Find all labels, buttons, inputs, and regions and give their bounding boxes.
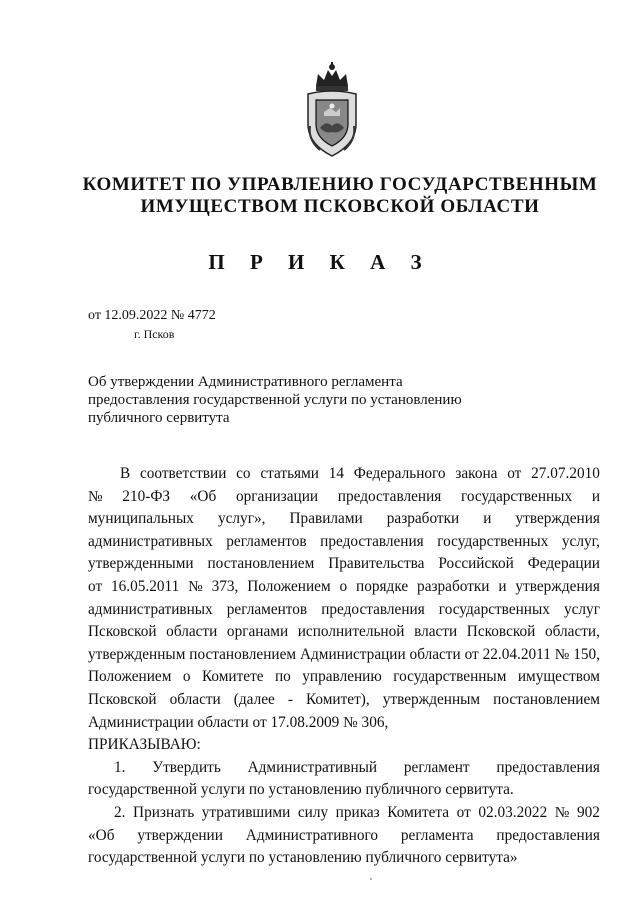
- word: области,: [544, 623, 600, 641]
- word: Комитет),: [305, 690, 370, 708]
- word: Российской: [438, 555, 514, 573]
- text-line: [88, 599, 600, 622]
- word: №: [554, 803, 570, 821]
- word: (далее: [233, 690, 275, 708]
- word: Комитета: [387, 803, 450, 821]
- word: муниципальных: [88, 510, 194, 528]
- word: предоставления: [337, 487, 442, 505]
- word: 16.05.2011: [111, 577, 180, 595]
- word: организации: [235, 487, 319, 505]
- subject-line-1: Об утверждении Административного регламента: [88, 374, 403, 390]
- pskov-coat-of-arms-icon: [302, 62, 362, 160]
- word: государственным: [393, 668, 507, 686]
- word: 902: [576, 803, 600, 821]
- word: и: [591, 487, 600, 505]
- word: Псковской: [466, 623, 536, 641]
- word: от: [456, 803, 471, 821]
- text-line: [88, 621, 600, 644]
- word: Положением: [247, 577, 331, 595]
- order-date-number: от 12.09.2022 № 4772: [88, 308, 216, 323]
- preamble-paragraph: [88, 463, 600, 734]
- word: регламентов: [226, 532, 307, 550]
- word: 373,: [211, 577, 239, 595]
- document-type: П Р И К А З: [208, 250, 432, 274]
- subject-line-3: публичного сервитута: [88, 410, 230, 426]
- word: утверждения: [515, 577, 600, 595]
- word: исполнительной: [297, 623, 405, 641]
- word: утвержденным: [88, 645, 186, 663]
- word: закона: [455, 465, 498, 482]
- text-line: [88, 644, 600, 667]
- word: Правительства: [328, 555, 425, 573]
- word: постановлением: [189, 645, 297, 663]
- text-line: [88, 689, 600, 712]
- word: Федерального: [353, 465, 446, 482]
- text-line: [88, 531, 600, 554]
- word: постановлением: [493, 690, 600, 708]
- org-title-line-2: ИМУЩЕСТВОМ ПСКОВСКОЙ ОБЛАСТИ: [140, 196, 540, 217]
- word: административных: [88, 600, 213, 618]
- order-body: [88, 463, 600, 870]
- word: 27.07.2010: [531, 465, 600, 482]
- word: статьями: [260, 465, 319, 482]
- word: государственных: [461, 487, 573, 505]
- word: предоставления: [320, 532, 424, 550]
- word: от: [88, 577, 103, 595]
- word: Федерации: [527, 555, 600, 573]
- word: власти: [414, 623, 458, 641]
- word: утверждении: [137, 826, 223, 844]
- word: №: [88, 487, 103, 505]
- word: Псковской: [88, 690, 157, 708]
- word: 22.04.2011: [482, 645, 551, 663]
- subject-line-2: предоставления государственной услуги по установлению: [88, 392, 462, 408]
- word: предоставления: [321, 600, 425, 618]
- word: приказ: [335, 803, 380, 821]
- word: от: [507, 465, 522, 482]
- text-line: [88, 463, 600, 486]
- order-subject: [88, 373, 518, 427]
- word: 14: [328, 465, 345, 482]
- word: регламента: [400, 826, 474, 844]
- word: от: [464, 645, 479, 663]
- word: услуг,: [561, 532, 600, 550]
- word: постановлением: [207, 555, 315, 573]
- word: силу: [297, 803, 329, 821]
- word: разработки: [386, 510, 460, 528]
- word: Утвердить: [152, 758, 221, 776]
- word: со: [236, 465, 251, 482]
- word: 150,: [573, 645, 600, 663]
- word: управлению: [302, 668, 382, 686]
- word: Комитете: [201, 668, 264, 686]
- word: и: [498, 577, 507, 595]
- word: №: [188, 577, 203, 595]
- word: и: [483, 510, 492, 528]
- word: В: [120, 465, 131, 482]
- word: -: [287, 690, 293, 708]
- word: области: [169, 690, 221, 708]
- word: соответствии: [139, 465, 227, 482]
- word: Административного: [245, 826, 379, 844]
- word: услуг»,: [217, 510, 266, 528]
- word: утверждения: [515, 510, 600, 528]
- word: имуществом: [517, 668, 600, 686]
- word: разработки: [417, 577, 490, 595]
- word: Административный: [247, 758, 378, 776]
- text-line: [88, 666, 600, 689]
- text-line: государственной услуги по установлению публичного сервитута»: [88, 849, 518, 867]
- organization-title: [60, 174, 620, 218]
- text-line: [88, 757, 600, 780]
- word: предоставления: [496, 758, 600, 776]
- word: регламент: [403, 758, 470, 776]
- text-line: Администрации области от 17.08.2009 № 306,: [88, 713, 389, 731]
- word: 210-ФЗ: [122, 487, 171, 505]
- word: по: [275, 668, 291, 686]
- word: административных: [88, 532, 213, 550]
- text-line: [88, 825, 600, 848]
- word: Правилами: [289, 510, 363, 528]
- word: утвержденными: [88, 555, 194, 573]
- word: области: [409, 645, 461, 663]
- order-item-2: [88, 802, 600, 870]
- word: порядке: [356, 577, 409, 595]
- order-word: ПРИКАЗЫВАЮ:: [88, 736, 201, 754]
- word: государственных: [437, 532, 549, 550]
- word: услуг: [563, 600, 600, 618]
- text-line: [88, 802, 600, 825]
- word: утвержденным: [382, 690, 481, 708]
- word: утратившими: [201, 803, 291, 821]
- word: Псковской: [88, 623, 157, 641]
- word: «Об: [88, 826, 115, 844]
- word: предоставления: [496, 826, 600, 844]
- scan-speck: [370, 878, 372, 880]
- word: органами: [226, 623, 289, 641]
- word: «Об: [189, 487, 217, 505]
- word: области: [166, 623, 218, 641]
- order-item-1: [88, 757, 600, 802]
- word: 2.: [114, 803, 126, 821]
- org-title-line-1: КОМИТЕТ ПО УПРАВЛЕНИЮ ГОСУДАРСТВЕННЫМ: [82, 174, 598, 195]
- text-line: [88, 576, 600, 599]
- text-line: [88, 486, 600, 509]
- word: Администрации: [299, 645, 406, 663]
- word: государственных: [438, 600, 550, 618]
- order-city: г. Псков: [134, 327, 175, 341]
- word: о: [182, 668, 191, 686]
- text-line: [88, 508, 600, 531]
- word: регламентов: [226, 600, 308, 618]
- word: 1.: [114, 758, 126, 776]
- word: Признать: [133, 803, 195, 821]
- word: 02.03.2022: [478, 803, 548, 821]
- word: Положением: [88, 668, 172, 686]
- text-line: [88, 553, 600, 576]
- word: №: [554, 645, 570, 663]
- text-line: государственной услуги по установлению публичного сервитута.: [88, 781, 514, 799]
- word: о: [339, 577, 348, 595]
